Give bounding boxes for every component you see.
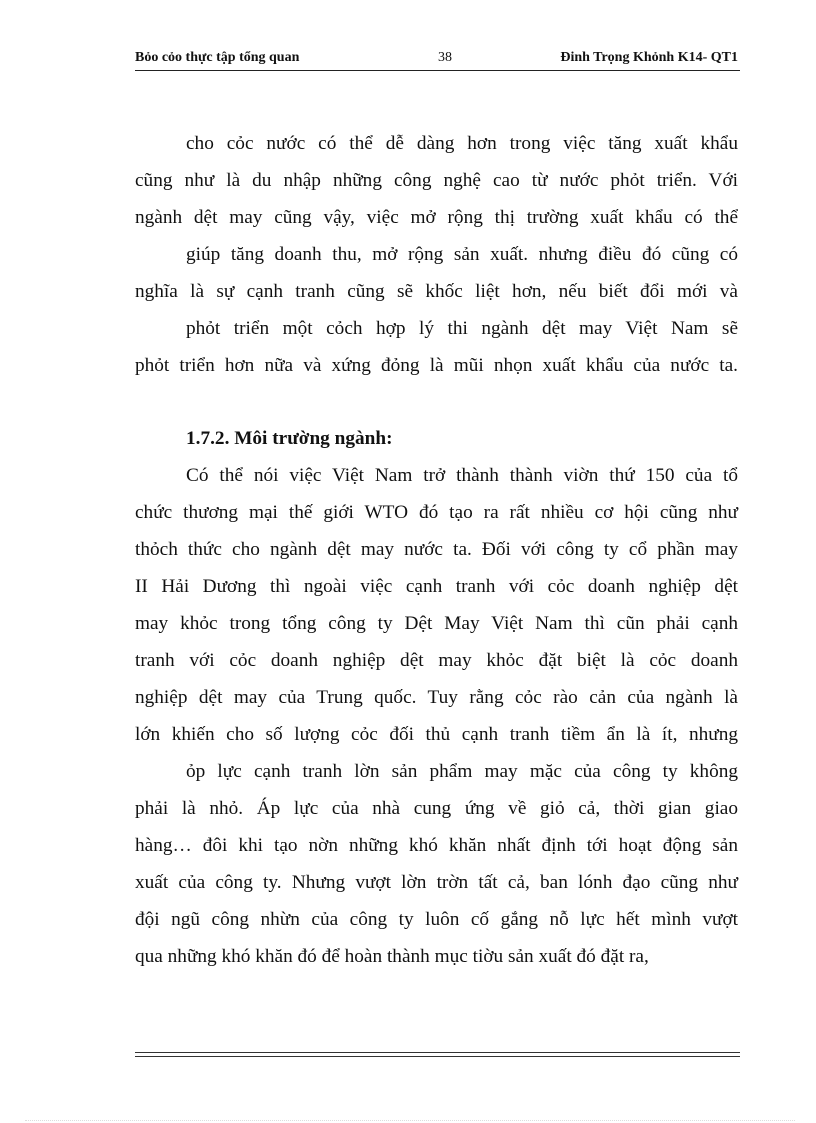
body-text-line: Có thể nói việc Việt Nam trở thành thành viờn thứ 150 của tổ xyxy=(186,465,738,486)
body-text-line: phỏt triển một cỏch hợp lý thi ngành dệt may Việt Nam sẽ xyxy=(186,318,738,339)
body-text-line: tranh với cỏc doanh nghiệp dệt may khỏc đặt biệt là cỏc doanh xyxy=(135,650,738,671)
body-text-line: giúp tăng doanh thu, mở rộng sản xuất. nhưng điều đó cũng có xyxy=(186,244,738,265)
body-text-line: đội ngũ công nhừn của công ty luôn cố gắng nỗ lực hết mình vượt xyxy=(135,909,738,930)
body-text-line: cho cỏc nước có thể dễ dàng hơn trong việc tăng xuất khẩu xyxy=(186,133,738,154)
body-text-line: cũng như là du nhập những công nghệ cao từ nước phỏt triển. Với xyxy=(135,170,738,191)
page-header xyxy=(135,50,740,71)
header-page-number: 38 xyxy=(438,50,452,65)
body-text-line: hàng… đôi khi tạo nờn những khó khăn nhất định tới hoạt động sản xyxy=(135,835,738,856)
body-text-line: nghĩa là sự cạnh tranh cũng sẽ khốc liệt hơn, nếu biết đổi mới và xyxy=(135,281,738,302)
body-text-line: xuất của công ty. Nhưng vượt lờn trờn tất cả, ban lónh đạo cũng như xyxy=(135,872,738,893)
body-text-line: chức thương mại thế giới WTO đó tạo ra rất nhiều cơ hội cũng như xyxy=(135,502,738,523)
body-text-line: nghiệp dệt may của Trung quốc. Tuy rằng cỏc rào cản của ngành là xyxy=(135,687,738,708)
body-text-line: phải là nhỏ. Áp lực của nhà cung ứng về giỏ cả, thời gian giao xyxy=(135,798,738,819)
footer-rule-top xyxy=(135,1052,740,1053)
body-text-line: II Hải Dương thì ngoài việc cạnh tranh với cỏc doanh nghiệp dệt xyxy=(135,576,738,597)
body-text-line: qua những khó khăn đó để hoàn thành mục tiờu sản xuất đó đặt ra, xyxy=(135,946,649,967)
body-text-line: lớn khiến cho số lượng cỏc đối thủ cạnh tranh tiềm ẩn là ít, nhưng xyxy=(135,724,738,745)
body-text-line: ngành dệt may cũng vậy, việc mở rộng thị trường xuất khẩu có thể xyxy=(135,207,738,228)
body-text-line: may khỏc trong tổng công ty Dệt May Việt Nam thì cũn phải cạnh xyxy=(135,613,738,634)
header-report-title: Bỏo cỏo thực tập tổng quan xyxy=(135,50,300,65)
body-text-line: phỏt triển hơn nữa và xứng đỏng là mũi nhọn xuất khẩu của nước ta. xyxy=(135,355,738,376)
header-author: Đinh Trọng Khỏnh K14- QT1 xyxy=(560,50,738,65)
footer-rule-bottom xyxy=(135,1056,740,1057)
page-edge-divider xyxy=(25,1120,795,1121)
body-text-line: ỏp lực cạnh tranh lờn sản phẩm may mặc của công ty không xyxy=(186,761,738,782)
section-heading: 1.7.2. Môi trường ngành: xyxy=(186,428,393,449)
body-text-line: thỏch thức cho ngành dệt may nước ta. Đối với công ty cổ phần may xyxy=(135,539,738,560)
